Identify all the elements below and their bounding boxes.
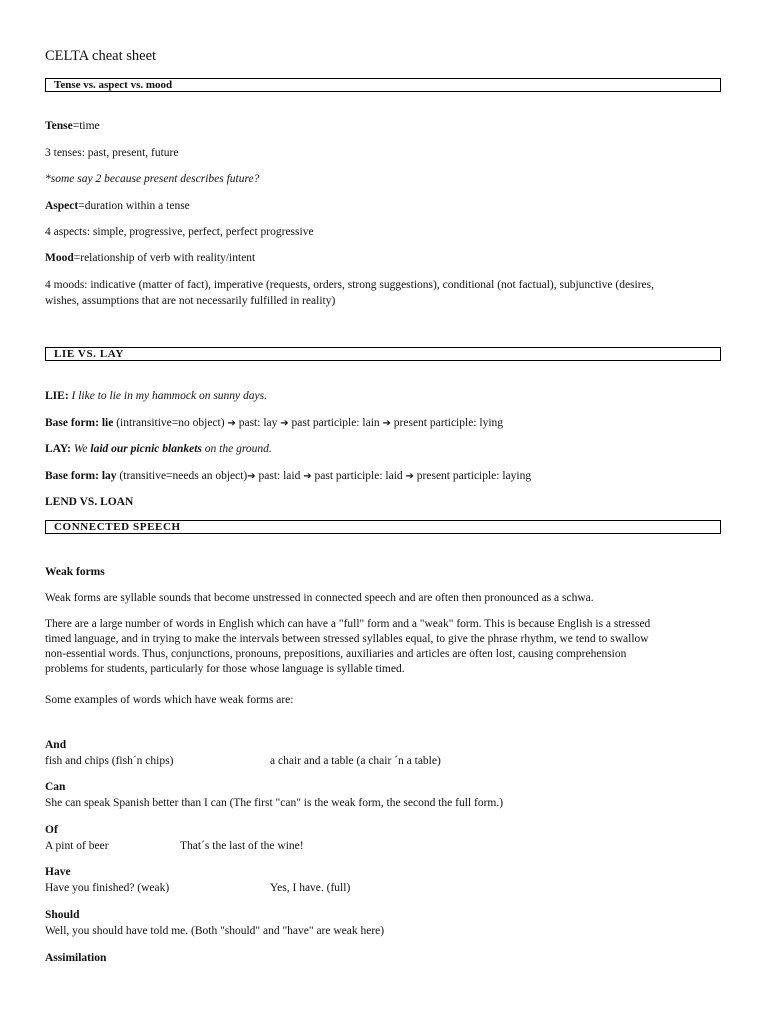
tense-definition: Tense=time — [45, 120, 100, 132]
section-header-connected-speech — [45, 520, 721, 534]
tenses-line: 3 tenses: past, present, future — [45, 147, 179, 159]
weak-forms-definition: Weak forms are syllable sounds that become unstressed in connected speech and are often then pronounced as a schwa. — [45, 592, 594, 604]
section-header-connected-speech-label: CONNECTED SPEECH — [54, 521, 181, 533]
lie-example: LIE: I like to lie in my hammock on sunny days. — [45, 390, 267, 402]
arrow-right-icon: ➔ — [227, 418, 236, 429]
paragraph-line: timed language, and in trying to make the intervals between stressed syllables equal, to give the phrase rhythm, we tend to swallow — [45, 633, 649, 645]
should-example: Well, you should have told me. (Both "should" and "have" are weak here) — [45, 925, 385, 937]
moods-line-1: 4 moods: indicative (matter of fact), imperative (requests, orders, strong suggestions), conditional (not factual), subjunctive (desires, — [45, 279, 655, 291]
have-heading: Have — [45, 866, 71, 878]
and-example-1: fish and chips (fish´n chips) — [45, 755, 174, 767]
have-example-2: Yes, I have. (full) — [270, 882, 351, 894]
arrow-right-icon: ➔ — [303, 471, 312, 482]
lay-base-form: Base form: lay (transitive=needs an object)➔ past: laid ➔ past participle: laid ➔ present participle: laying — [45, 470, 532, 482]
can-example: She can speak Spanish better than I can (The first "can" is the weak form, the second the full form.) — [45, 797, 504, 809]
should-heading: Should — [45, 909, 80, 921]
arrow-right-icon: ➔ — [247, 471, 256, 482]
of-heading: Of — [45, 824, 58, 836]
lie-base-form: Base form: lie (intransitive=no object) ➔ past: lay ➔ past participle: lain ➔ present participle: lying — [45, 417, 504, 429]
paragraph-line: problems for students, particularly for those whose language is syllable timed. — [45, 663, 405, 675]
lay-example: LAY: We laid our picnic blankets on the ground. — [45, 443, 272, 455]
section-header-lie-lay — [45, 347, 721, 361]
section-header-tense-label: Tense vs. aspect vs. mood — [54, 79, 173, 91]
examples-intro: Some examples of words which have weak forms are: — [45, 694, 294, 706]
of-example-2: That´s the last of the wine! — [180, 840, 304, 852]
and-example-2: a chair and a table (a chair ´n a table) — [270, 755, 441, 767]
of-example-1: A pint of beer — [45, 840, 109, 852]
arrow-right-icon: ➔ — [280, 418, 289, 429]
can-heading: Can — [45, 781, 66, 793]
tenses-note: *some say 2 because present describes future? — [45, 173, 260, 185]
have-example-1: Have you finished? (weak) — [45, 882, 170, 894]
arrow-right-icon: ➔ — [405, 471, 414, 482]
arrow-right-icon: ➔ — [382, 418, 391, 429]
and-heading: And — [45, 739, 67, 751]
lend-loan-heading: LEND VS. LOAN — [45, 496, 134, 508]
weak-forms-heading: Weak forms — [45, 566, 105, 578]
section-header-lie-lay-label: LIE VS. LAY — [54, 348, 124, 360]
aspect-definition: Aspect=duration within a tense — [45, 200, 190, 212]
assimilation-heading: Assimilation — [45, 952, 107, 964]
mood-definition: Mood=relationship of verb with reality/intent — [45, 252, 256, 264]
paragraph-line: non-essential words. Thus, conjunctions, pronouns, prepositions, auxiliaries and articles are often lost, causing comprehension — [45, 648, 627, 660]
paragraph-line: There are a large number of words in English which can have a "full" form and a "weak" form. This is because English is a stressed — [45, 618, 651, 630]
page-title: CELTA cheat sheet — [45, 48, 157, 64]
aspects-line: 4 aspects: simple, progressive, perfect, perfect progressive — [45, 226, 314, 238]
section-header-tense — [45, 78, 721, 92]
moods-line-2: wishes, assumptions that are not necessarily fulfilled in reality) — [45, 295, 336, 307]
